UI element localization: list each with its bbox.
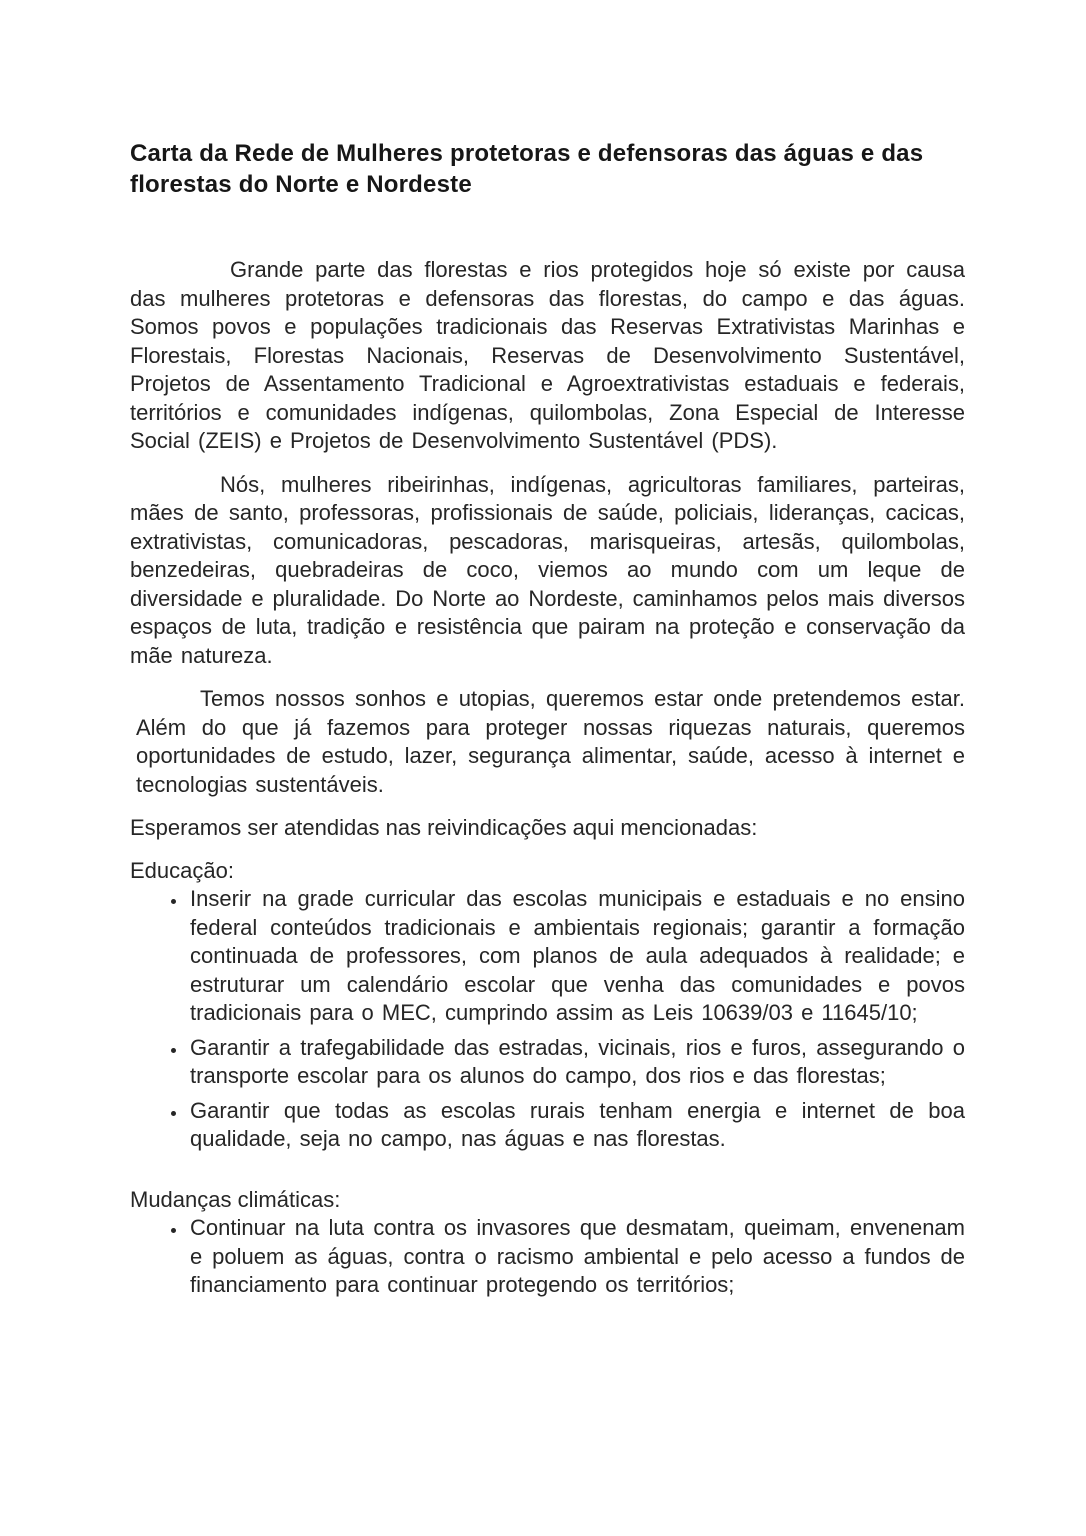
list-item: • Inserir na grade curricular das escolas municipais e estaduais e no ensino federal conteúdos tradicionais e ambientais regionais; garantir a formação continuada de professores, com planos de aula adequados à realidade; e estruturar um calendário escolar que venha das comunidades e povos tradicionais para o MEC, cumprindo assim as Leis 10639/03 e 11645/10; <box>188 885 965 1028</box>
paragraph-intro: Grande parte das florestas e rios protegidos hoje só existe por causa das mulheres protetoras e defensoras das florestas, do campo e das águas. Somos povos e populações tradicionais das Reservas Extrativistas Marinhas e Florestais, Florestas Nacionais, Reservas de Desenvolvimento Sustentável, Projetos de Assentamento Tradicional e Agroextrativistas estaduais e federais, territórios e comunidades indígenas, quilombolas, Zona Especial de Interesse Social (ZEIS) e Projetos de Desenvolvimento Sustentável (PDS). <box>130 257 965 453</box>
list-item: • Garantir que todas as escolas rurais tenham energia e internet de boa qualidade, seja no campo, nas águas e nas florestas. <box>188 1097 965 1154</box>
section-heading-educacao: Educação: <box>130 857 234 883</box>
call-to-action-line: Esperamos ser atendidas nas reivindicações aqui mencionadas: <box>130 815 758 840</box>
paragraph-identity: Nós, mulheres ribeirinhas, indígenas, agricultoras familiares, parteiras, mães de santo, professoras, profissionais de saúde, policiais, lideranças, cacicas, extrativistas, comunicadoras, pescadoras, marisqueiras, artesãs, quilombolas, benzedeiras, quebradeiras de coco, viemos ao mundo com um leque de diversidade e pluralidade. Do Norte ao Nordeste, caminhamos pelos mais diversos espaços de luta, tradição e resistência que pairam na proteção e conservação da mãe natureza. <box>130 471 965 668</box>
document-title: Carta da Rede de Mulheres protetoras e defensoras das águas e das florestas do Norte e Nordeste <box>130 140 924 198</box>
list-item: • Garantir a trafegabilidade das estradas, vicinais, rios e furos, assegurando o transporte escolar para os alunos do campo, dos rios e das florestas; <box>188 1034 965 1091</box>
paragraph-dreams: Temos nossos sonhos e utopias, queremos estar onde pretendemos estar. Além do que já fazemos para proteger nossas riquezas naturais, queremos oportunidades de estudo, lazer, segurança alimentar, saúde, acesso à internet e tecnologias sustentáveis. <box>136 686 965 797</box>
bullet-list-mudancas-climaticas <box>130 1214 965 1300</box>
list-item: • Continuar na luta contra os invasores que desmatam, queimam, envenenam e poluem as águas, contra o racismo ambiental e pelo acesso a fundos de financiamento para continuar protegendo os territórios; <box>188 1214 965 1300</box>
bullet-list-educacao <box>130 885 965 1154</box>
section-heading-mudancas-climaticas: Mudanças climáticas: <box>130 1186 341 1212</box>
